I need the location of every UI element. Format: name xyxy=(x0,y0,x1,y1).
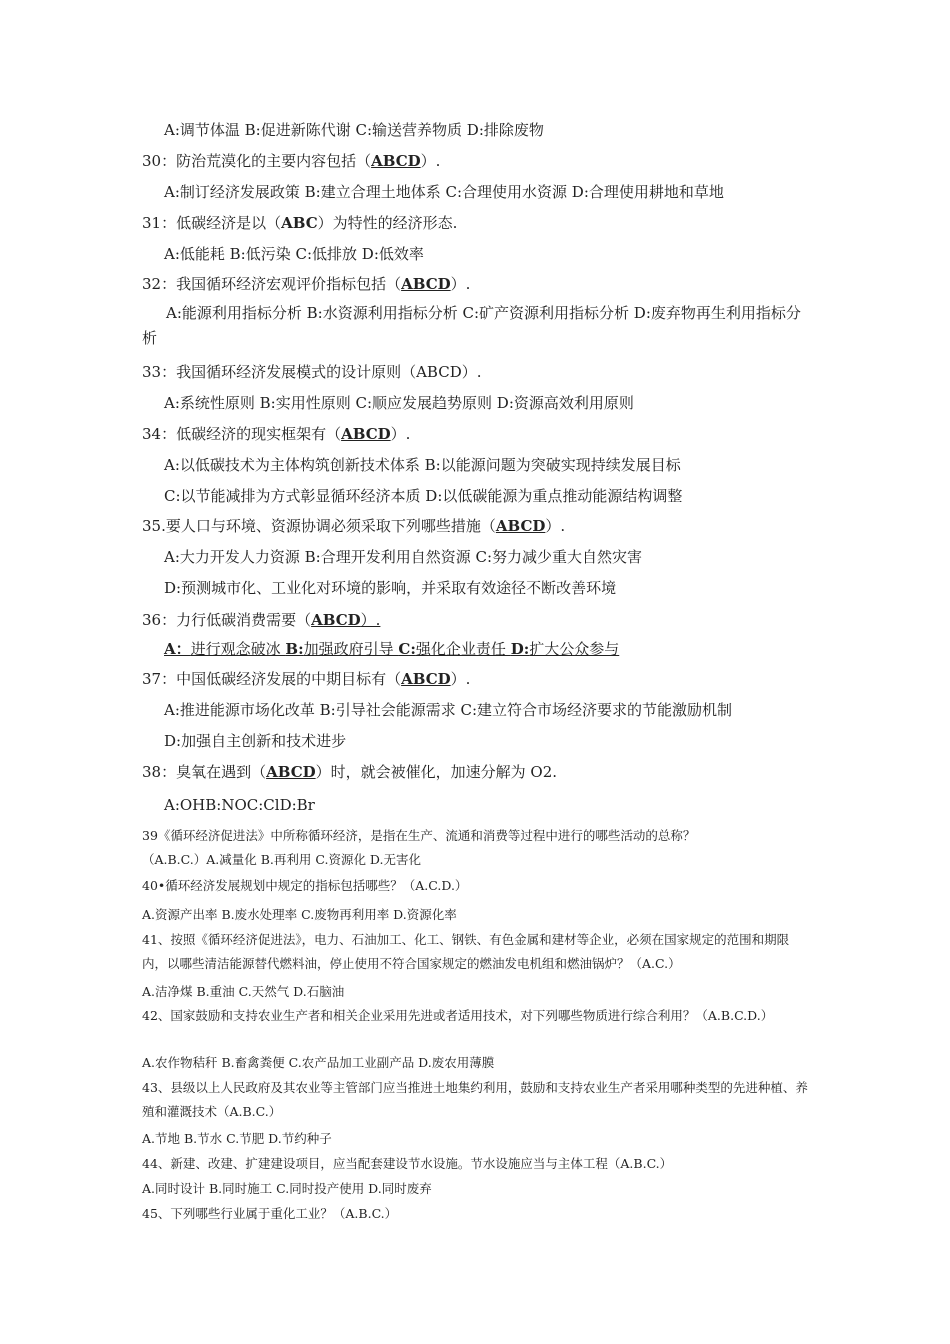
question-38 xyxy=(142,762,557,782)
question-33-options: A:系统性原则 B:实用性原则 C:顺应发展趋势原则 D:资源高效利用原则 xyxy=(164,394,634,412)
question-36-answer: ABCD xyxy=(311,611,361,629)
question-37-options-2: D:加强自主创新和技术进步 xyxy=(164,732,347,750)
question-31-answer: ABC xyxy=(281,214,318,232)
question-34 xyxy=(142,424,410,444)
question-42-options: A.农作物秸秆 B.畜禽粪便 C.农产品加工业副产品 D.废农用薄膜 xyxy=(142,1055,495,1070)
question-37 xyxy=(142,669,470,689)
question-34-options-1: A:以低碳技术为主体构筑创新技术体系 B:以能源问题为突破实现持续发展目标 xyxy=(164,456,681,474)
question-37-answer: ABCD xyxy=(401,670,451,688)
question-34-end: ）. xyxy=(390,425,411,443)
question-33: 33：我国循环经济发展模式的设计原则（ABCD）. xyxy=(142,363,482,381)
question-34-options-2: C:以节能减排为方式彰显循环经济本质 D:以低碳能源为重点推动能源结构调整 xyxy=(164,487,683,505)
option-a-text: 进行观念破冰 xyxy=(190,640,286,658)
question-31-options: A:低能耗 B:低污染 C:低排放 D:低效率 xyxy=(164,245,424,263)
option-d-text: 扩大公众参与 xyxy=(529,640,620,658)
question-40-options: A.资源产出率 B.废水处理率 C.废物再利用率 D.资源化率 xyxy=(142,907,457,922)
question-38-text: 38：臭氧在遇到（ xyxy=(142,763,267,781)
question-36-options xyxy=(142,639,619,659)
question-37-options-1: A:推进能源市场化改革 B:引导社会能源需求 C:建立符合市场经济要求的节能激励机制 xyxy=(164,701,733,719)
question-32-options: A:能源利用指标分析 B:水资源利用指标分析 C:矿产资源利用指标分析 D:废弃物再生利用指标分析 xyxy=(142,304,801,347)
question-35-options-2: D:预测城市化、工业化对环境的影响，并采取有效途径不断改善环境 xyxy=(164,579,617,597)
question-44: 44、新建、改建、扩建建设项目，应当配套建设节水设施。节水设施应当与主体工程（A.B.C.） xyxy=(142,1156,673,1171)
question-43-options: A.节地 B.节水 C.节肥 D.节约种子 xyxy=(142,1131,332,1146)
question-40: 40•循环经济发展规划中规定的指标包括哪些？（A.C.D.） xyxy=(142,878,468,893)
question-41: 41、按照《循环经济促进法》，电力、石油加工、化工、钢铁、有色金属和建材等企业，必须在国家规定的范围和期限内，以哪些清洁能源替代燃料油，停止使用不符合国家规定的燃油发电机组和燃油锅炉？（A.C.） xyxy=(142,932,790,971)
question-37-end: ）. xyxy=(450,670,471,688)
question-43: 43、县级以上人民政府及其农业等主管部门应当推进土地集约利用，鼓励和支持农业生产者采用哪种类型的先进种植、养殖和灌溉技术（A.B.C.） xyxy=(142,1080,808,1119)
question-45: 45、下列哪些行业属于重化工业？（A.B.C.） xyxy=(142,1206,398,1221)
question-31-end: ）为特性的经济形态. xyxy=(317,214,458,232)
question-36-end: ）. xyxy=(360,611,381,629)
question-32 xyxy=(142,274,470,294)
q29-options: A:调节体温 B:促进新陈代谢 C:输送营养物质 D:排除废物 xyxy=(164,121,544,139)
option-b-key: B: xyxy=(285,640,304,658)
question-39: 39《循环经济促进法》中所称循环经济，是指在生产、流通和消费等过程中进行的哪些活动的总称？ xyxy=(142,828,696,843)
question-32-text: 32：我国循环经济宏观评价指标包括（ xyxy=(142,275,402,293)
question-31 xyxy=(142,213,457,233)
question-30-end: ）. xyxy=(420,152,441,170)
question-35-answer: ABCD xyxy=(495,517,546,535)
question-44-options: A.同时设计 B.同时施工 C.同时投产使用 D.同时废弃 xyxy=(142,1181,432,1196)
question-35-end: ）. xyxy=(545,517,566,535)
option-d-key: D: xyxy=(510,640,530,658)
question-37-text: 37：中国低碳经济发展的中期目标有（ xyxy=(142,670,402,688)
question-32-end: ）. xyxy=(450,275,471,293)
question-34-text: 34：低碳经济的现实框架有（ xyxy=(142,425,342,443)
question-35 xyxy=(142,516,565,536)
question-42: 42、国家鼓励和支持农业生产者和相关企业采用先进或者适用技术，对下列哪些物质进行综合利用？（A.B.C.D.） xyxy=(142,1008,774,1023)
option-c-text: 强化企业责任 xyxy=(415,640,511,658)
question-38-end: ）时，就会被催化，加速分解为 O2. xyxy=(315,763,558,781)
question-39-options: （A.B.C.）A.减量化 B.再利用 C.资源化 D.无害化 xyxy=(142,852,421,867)
question-38-answer: ABCD xyxy=(266,763,316,781)
question-30-options: A:制订经济发展政策 B:建立合理土地体系 C:合理使用水资源 D:合理使用耕地和草地 xyxy=(164,183,724,201)
question-30 xyxy=(142,151,440,171)
question-35-options-1: A:大力开发人力资源 B:合理开发利用自然资源 C:努力减少重大自然灾害 xyxy=(164,548,643,566)
option-c-key: C: xyxy=(398,640,416,658)
question-30-text: 30：防治荒漠化的主要内容包括（ xyxy=(142,152,372,170)
option-a-key: A： xyxy=(164,640,191,658)
option-b-text: 加强政府引导 xyxy=(303,640,399,658)
question-35-text: 35.要人口与环境、资源协调必须采取下列哪些措施（ xyxy=(142,517,496,535)
question-36-text: 36：力行低碳消费需要（ xyxy=(142,611,312,629)
question-30-answer: ABCD xyxy=(371,152,421,170)
question-36 xyxy=(142,610,380,630)
question-31-text: 31：低碳经济是以（ xyxy=(142,214,282,232)
question-38-options: A:OHB:NOC:ClD:Br xyxy=(164,796,315,814)
question-41-options: A.洁净煤 B.重油 C.天然气 D.石脑油 xyxy=(142,984,345,999)
question-32-answer: ABCD xyxy=(401,275,451,293)
question-34-answer: ABCD xyxy=(341,425,391,443)
